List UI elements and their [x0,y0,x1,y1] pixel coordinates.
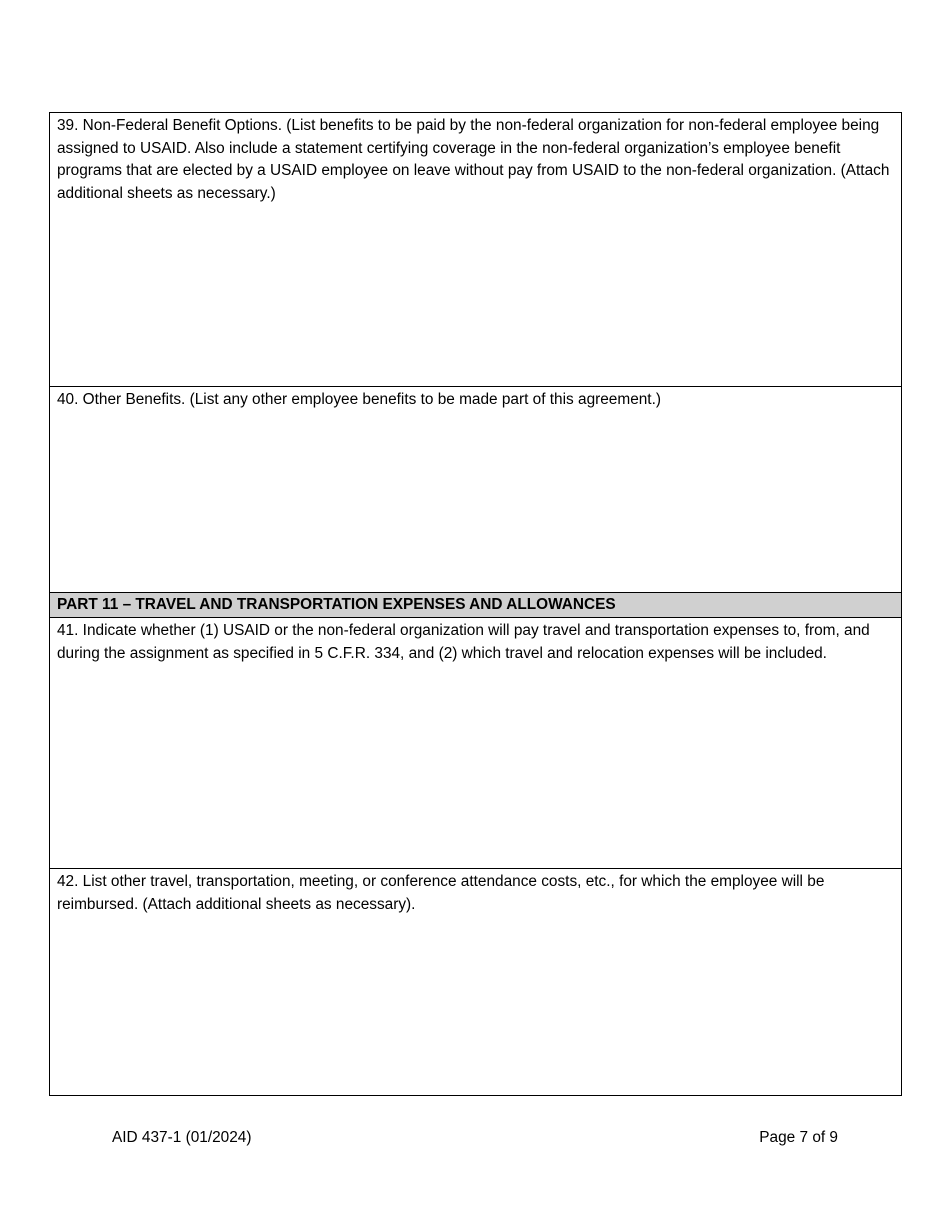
item-42-field[interactable] [50,868,901,1096]
form-number: AID 437-1 (01/2024) [112,1129,252,1146]
item-40-label: 40. Other Benefits. (List any other employee benefits to be made part of this agreement.) [57,391,661,408]
item-41-field[interactable] [50,617,901,868]
part-11-title: PART 11 – TRAVEL AND TRANSPORTATION EXPENSES AND ALLOWANCES [57,596,616,613]
part-11-header [50,592,901,617]
form-table [49,112,902,1096]
item-39-label: 39. Non-Federal Benefit Options. (List benefits to be paid by the non-federal organization for non-federal employee being assigned to USAID. Also include a statement certifying coverage in the non-federal organization’s employee benefit programs that are elected by a USAID employee on leave without pay from USAID to the non-federal organization. (Attach additional sheets as necessary.) [57,117,890,203]
item-39-field[interactable] [50,113,901,386]
item-42-label: 42. List other travel, transportation, meeting, or conference attendance costs, etc., for which the employee will be reimbursed. (Attach additional sheets as necessary). [57,873,825,913]
item-41-label: 41. Indicate whether (1) USAID or the non-federal organization will pay travel and transportation expenses to, from, and during the assignment as specified in 5 C.F.R. 334, and (2) which travel and relocation expenses will be included. [57,622,870,662]
page-number: Page 7 of 9 [759,1129,838,1146]
item-40-field[interactable] [50,386,901,592]
